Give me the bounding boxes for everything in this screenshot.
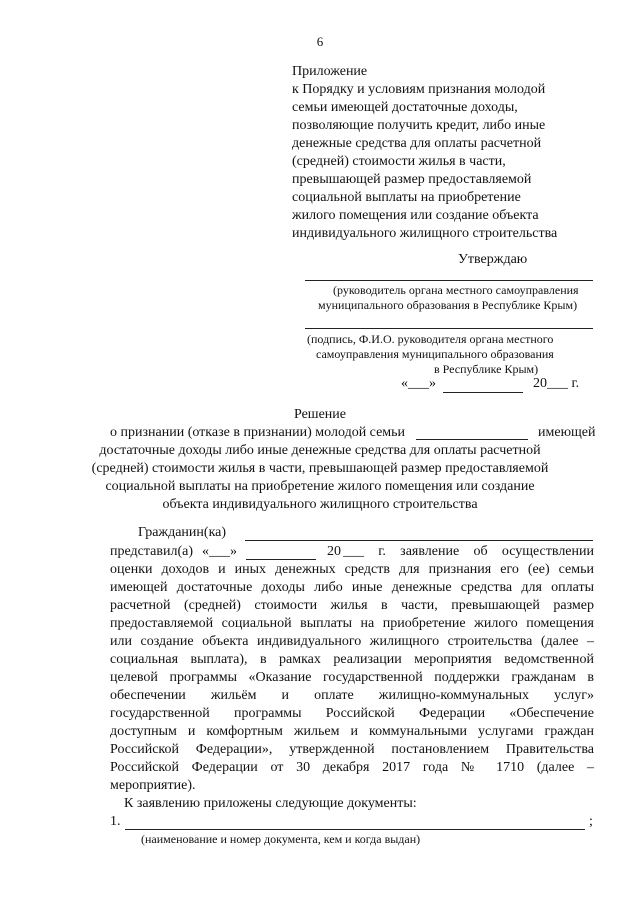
attachment-item-end: ; — [589, 814, 593, 829]
year-prefix: 20 — [533, 376, 547, 391]
signature-line — [305, 280, 593, 281]
citizen-label: Гражданин(ка) — [138, 525, 227, 540]
approval-date — [401, 376, 436, 392]
approval-heading: Утверждаю — [458, 252, 528, 267]
signature-line — [305, 328, 593, 329]
approval-year — [533, 376, 579, 392]
appendix-line: позволяющие получить кредит, либо иные — [292, 118, 546, 133]
attachments-intro: К заявлению приложены следующие документы: — [124, 796, 417, 811]
body-line: доступным и комфортным жильем и коммунальными услугами граждан — [110, 724, 594, 739]
appendix-line: денежные средства для оплаты расчетной — [292, 136, 542, 151]
body-line: предоставляемой социальной выплаты на приобретение жилого помещения — [110, 616, 594, 631]
body-line: социальная выплата), в рамках реализации мероприятия ведомственной — [110, 652, 594, 667]
presented-label: представил(а) — [110, 544, 193, 559]
date-open-quote: « — [401, 376, 408, 391]
approval-sign-line: самоуправления муниципального образования — [316, 347, 554, 361]
year-suffix: ___ г. — [547, 376, 580, 391]
page-number: 6 — [316, 34, 324, 49]
body-line: государственной программы Российской Федерации «Обеспечение — [110, 706, 594, 721]
decision-line: достаточные доходы либо иные денежные средства для оплаты расчетной — [99, 443, 541, 458]
attachment-item-line — [125, 829, 585, 830]
decision-line: объекта индивидуального жилищного строительства — [162, 497, 478, 512]
attachment-item-number: 1. — [110, 814, 121, 829]
approval-sign-line: (подпись, Ф.И.О. руководителя органа местного — [307, 332, 554, 346]
date-close-quote: » — [429, 376, 436, 391]
approval-role-line: (руководитель органа местного самоуправления — [333, 283, 579, 297]
presented-close-quote: » — [230, 544, 237, 559]
body-line: целевой программы «Оказание государственной поддержки гражданам в — [110, 670, 594, 685]
approval-role-line: муниципального образования в Республике Крым) — [318, 298, 578, 312]
decision-line-end: имеющей — [538, 425, 596, 440]
decision-title: Решение — [293, 407, 346, 422]
appendix-line: превышающей размер предоставляемой — [292, 172, 532, 187]
attachment-item-caption: (наименование и номер документа, кем и когда выдан) — [141, 832, 421, 846]
decision-line: социальной выплаты на приобретение жилого помещения или создание — [105, 479, 535, 494]
appendix-line: индивидуального жилищного строительства — [292, 226, 558, 241]
body-line: Российской Федерации», утвержденной постановлением Правительства — [110, 742, 594, 757]
presented-rest: ___ г. заявление об осуществлении — [343, 544, 594, 559]
date-day-blank: ___ — [408, 376, 429, 391]
presented-date — [202, 544, 237, 560]
decision-line: о признании (отказе в признании) молодой семьи — [110, 425, 406, 440]
body-line: расчетной (средней) стоимости жилья в части, превышающей размер — [110, 598, 594, 613]
appendix-line: жилого помещения или создание объекта — [292, 208, 539, 223]
appendix-line: социальной выплаты на приобретение — [292, 190, 521, 205]
appendix-line: к Порядку и условиям признания молодой — [292, 82, 546, 97]
appendix-line: (средней) стоимости жилья в части, — [292, 154, 506, 169]
appendix-title: Приложение — [292, 64, 368, 79]
body-line: Российской Федерации от 30 декабря 2017 года № 1710 (далее – — [110, 760, 594, 775]
citizen-name-line — [245, 540, 593, 541]
family-name-line — [416, 439, 528, 440]
approval-sign-line: в Республике Крым) — [434, 362, 539, 376]
appendix-line: семьи имеющей достаточные доходы, — [292, 100, 518, 115]
presented-month-line — [246, 559, 316, 560]
body-line: обеспечении жильём и оплате жилищно-коммунальных услуг» — [110, 688, 594, 703]
body-line: или создание объекта индивидуального жилищного строительства (далее – — [110, 634, 594, 649]
date-month-line — [443, 392, 523, 393]
presented-day-blank: ___ — [209, 544, 230, 559]
body-line: оценки доходов и иных денежных средств для признания его (ее) семьи — [110, 562, 594, 577]
body-last-line: мероприятие). — [110, 778, 196, 793]
decision-line: (средней) стоимости жилья в части, превышающей размер предоставляемой — [91, 461, 549, 476]
presented-year: 20 — [327, 544, 341, 559]
body-line: имеющей достаточные доходы либо иные денежные средства для оплаты — [110, 580, 594, 595]
presented-open-quote: « — [202, 544, 209, 559]
